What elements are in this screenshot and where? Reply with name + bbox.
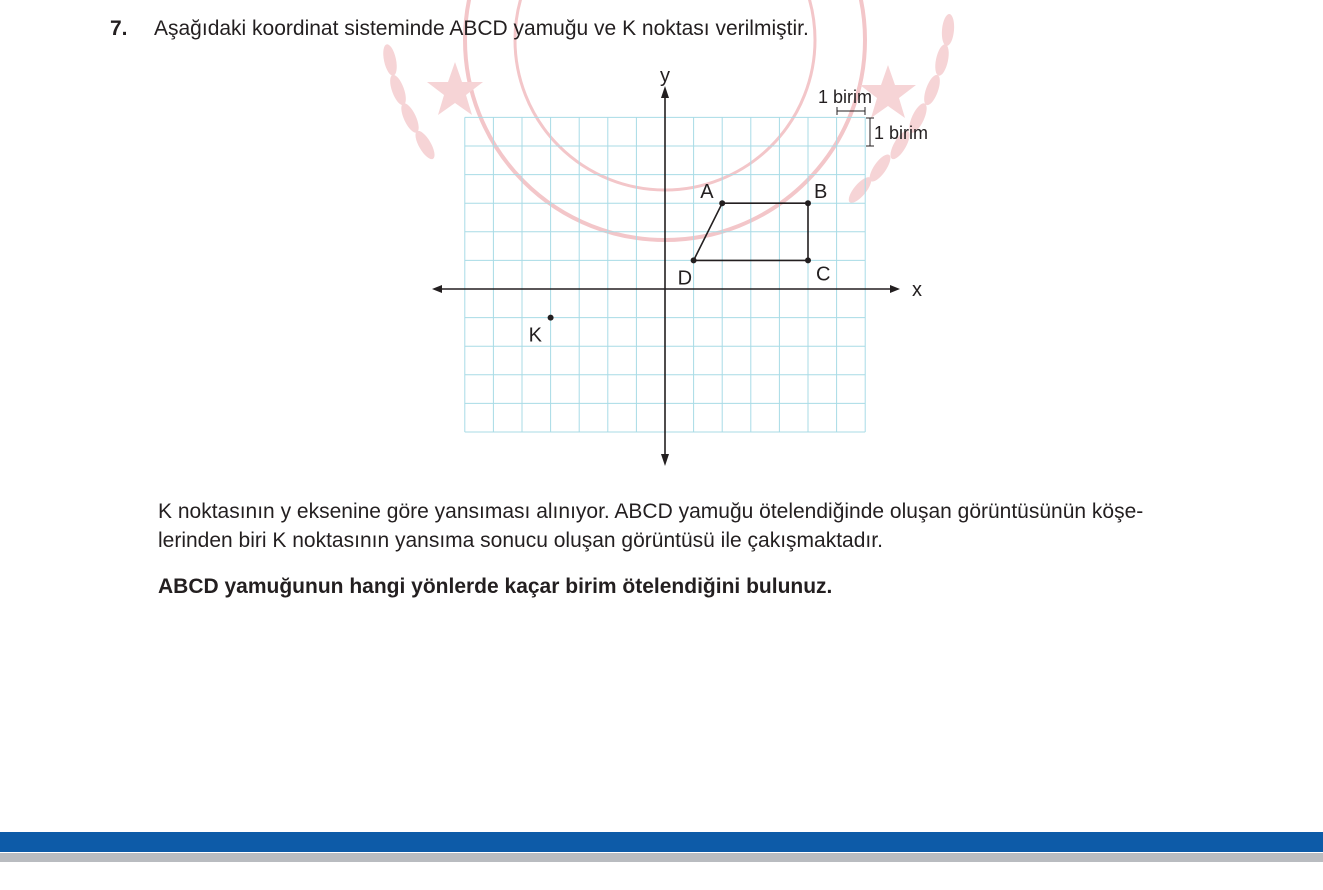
point-label-d: D	[677, 267, 693, 290]
question-stem: Aşağıdaki koordinat sisteminde ABCD yamuğu ve K noktası verilmiştir.	[154, 17, 809, 40]
point-label-k: K	[528, 324, 542, 347]
y-axis	[661, 86, 669, 466]
unit-label-horizontal: 1 birim	[818, 87, 873, 107]
problem-paragraph-line-1: K noktasının y eksenine göre yansıması alınıyor. ABCD yamuğu ötelendiğinde oluşan görüntüsünün köşe-	[158, 500, 1144, 523]
footer-band-blue	[0, 832, 1323, 852]
point-label-b: B	[814, 181, 828, 204]
y-axis-label: y	[660, 65, 670, 87]
unit-indicator-vertical	[866, 118, 874, 146]
problem-paragraph	[158, 497, 1258, 556]
point-d	[691, 257, 697, 263]
footer-band-gray	[0, 853, 1323, 862]
point-a	[719, 200, 725, 206]
figure-points	[529, 181, 831, 346]
point-label-c: C	[816, 263, 831, 286]
y-axis-arrow-down	[661, 454, 669, 466]
x-axis	[432, 285, 900, 293]
x-axis-arrow-left	[432, 285, 442, 293]
problem-task: ABCD yamuğunun hangi yönlerde kaçar birim ötelendiğini bulunuz.	[158, 575, 833, 598]
problem-paragraph-line-2: lerinden biri K noktasının yansıma sonucu oluşan görüntüsü ile çakışmaktadır.	[158, 529, 883, 553]
point-c	[805, 257, 811, 263]
unit-label-vertical: 1 birim	[874, 123, 929, 143]
x-axis-label: x	[912, 279, 922, 301]
point-b	[805, 200, 811, 206]
point-k	[548, 315, 554, 321]
x-axis-arrow-right	[890, 285, 900, 293]
unit-indicator-horizontal	[837, 107, 865, 115]
question-number: 7.	[110, 17, 128, 40]
y-axis-arrow-up	[661, 86, 669, 98]
point-label-a: A	[700, 181, 714, 204]
